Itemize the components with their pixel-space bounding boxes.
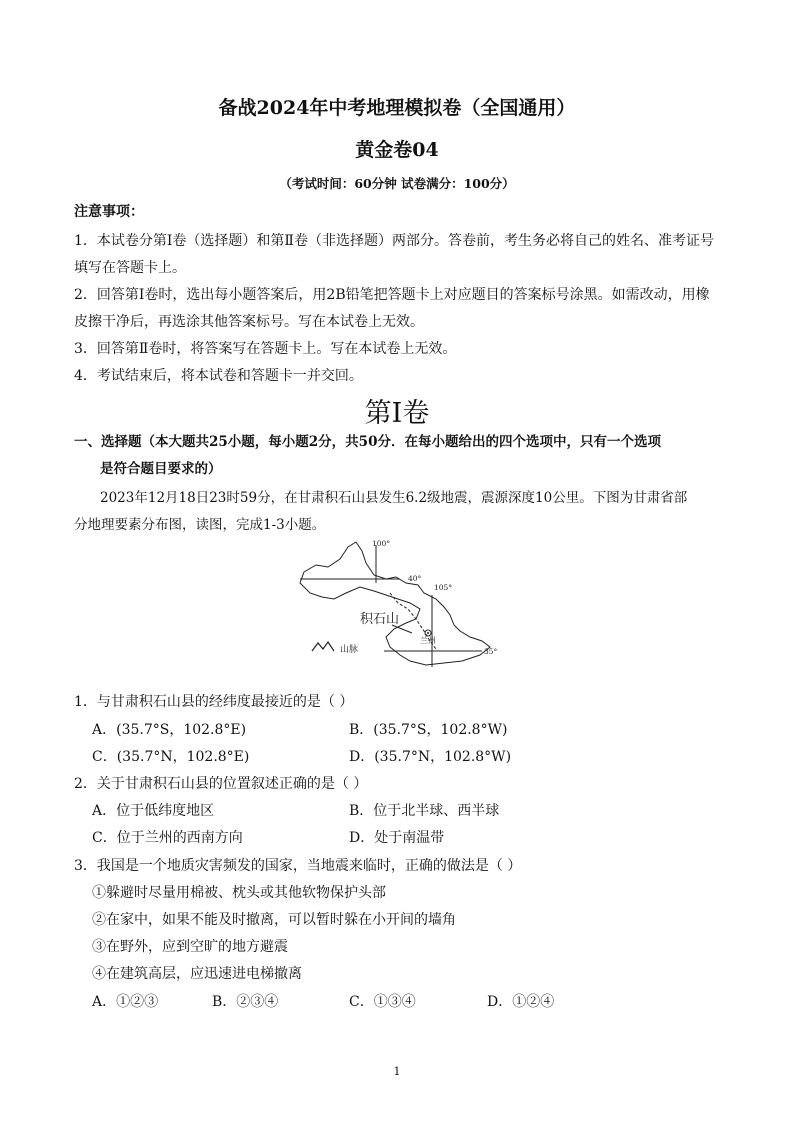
question-stem: 3．我国是一个地质灾害频发的国家，当地震来临时，正确的做法是（ ） [74, 858, 522, 874]
notes-item: 1．本试卷分第Ⅰ卷（选择题）和第Ⅱ卷（非选择题）两部分。答卷前，考生务必将自己的姓名、准考证号 [74, 233, 714, 249]
answer-option[interactable]: C．①③④ [349, 994, 416, 1010]
volume-title: 第Ⅰ卷 [364, 398, 430, 429]
gansu-boundary [300, 542, 490, 665]
answer-option[interactable]: B．②③④ [212, 994, 279, 1010]
lon-label-100: 100° [372, 539, 391, 548]
notes-item: 3．回答第Ⅱ卷时，将答案写在答题卡上。写在本试卷上无效。 [74, 341, 457, 357]
answer-option[interactable]: A．(35.7°S，102.8°E) [92, 722, 247, 738]
exam-subtitle: 黄金卷04 [355, 139, 439, 161]
answer-option[interactable]: C．位于兰州的西南方向 [92, 830, 243, 846]
lon-label-105: 105° [434, 583, 453, 592]
intro-text: 分地理要素分布图，读图，完成1-3小题。 [74, 517, 326, 533]
question-stem: 1．与甘肃积石山县的经纬度最接近的是（ ） [74, 694, 354, 710]
answer-option[interactable]: D．(35.7°N，102.8°W) [349, 749, 512, 765]
question-statement: ①躲避时尽量用棉被、枕头或其他软物保护头部 [92, 885, 386, 901]
exam-title: 备战2024年中考地理模拟卷（全国通用） [218, 97, 576, 119]
answer-option[interactable]: A．①②③ [92, 994, 159, 1010]
lat-label-35: 35° [484, 647, 498, 656]
exam-info: （考试时间：60分钟 试卷满分：100分） [279, 176, 515, 191]
answer-option[interactable]: D．①②④ [487, 994, 555, 1010]
question-statement: ④在建筑高层，应迅速进电梯撤离 [92, 966, 302, 982]
answer-option[interactable]: A．位于低纬度地区 [92, 803, 215, 819]
notes-item: 2．回答第Ⅰ卷时，选出每小题答案后，用2B铅笔把答题卡上对应题目的答案标号涂黑。如需改动，用橡 [74, 287, 710, 303]
intro-text: 2023年12月18日23时59分，在甘肃积石山县发生6.2级地震，震源深度10公里。下图为甘肃省部 [100, 490, 688, 506]
lanzhou-city-center [427, 632, 429, 634]
legend-mountain-label: 山脉 [340, 645, 359, 655]
question-stem: 2．关于甘肃积石山县的位置叙述正确的是（ ） [74, 776, 368, 792]
label-lanzhou: 兰州 [420, 636, 436, 645]
mountain-icon [312, 642, 334, 651]
answer-option[interactable]: D．处于南温带 [349, 830, 445, 846]
page-number: 1 [393, 1065, 401, 1078]
question-statement: ③在野外，应到空旷的地方避震 [92, 939, 288, 955]
answer-option[interactable]: C．(35.7°N，102.8°E) [92, 749, 250, 765]
answer-option[interactable]: B．位于北半球、西半球 [349, 803, 500, 819]
notes-heading: 注意事项： [74, 204, 144, 220]
notes-item: 4．考试结束后，将本试卷和答题卡一并交回。 [74, 368, 363, 384]
notes-item: 填写在答题卡上。 [74, 260, 186, 276]
gansu-map [294, 537, 510, 669]
label-jishishan: 积石山 [360, 612, 400, 627]
lat-label-40: 40° [408, 574, 422, 583]
section-heading: 一、选择题（本大题共25小题，每小题2分，共50分．在每小题给出的四个选项中，只有一个选项 [74, 434, 661, 450]
question-statement: ②在家中，如果不能及时撤离，可以暂时躲在小开间的墙角 [92, 912, 456, 928]
answer-option[interactable]: B．(35.7°S，102.8°W) [349, 722, 508, 738]
section-heading-cont: 是符合题目要求的） [100, 461, 222, 477]
notes-item: 皮擦干净后，再选涂其他答案标号。写在本试卷上无效。 [74, 314, 424, 330]
